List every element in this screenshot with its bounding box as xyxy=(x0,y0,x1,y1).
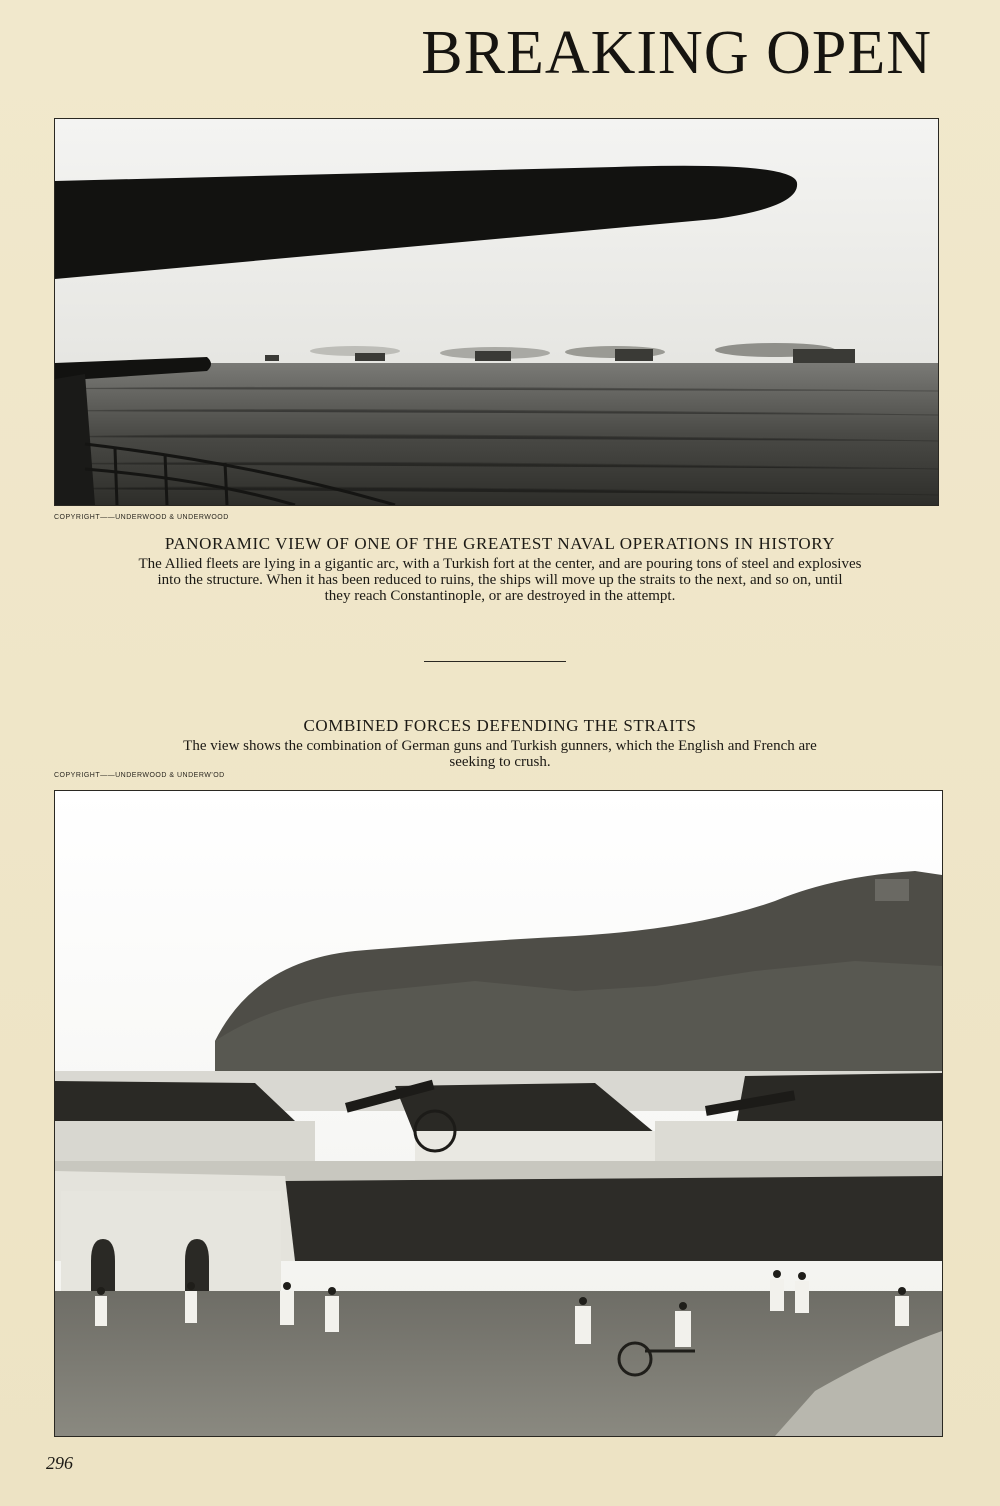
photo2-caption-title: COMBINED FORCES DEFENDING THE STRAITS xyxy=(303,716,697,735)
fortification-image xyxy=(55,791,942,1436)
photo1-credit: COPYRIGHT——UNDERWOOD & UNDERWOOD xyxy=(54,514,229,521)
photo1-caption-line-2: into the structure. When it has been reduced to ruins, the ships will move up the straits to the next, and so on, until xyxy=(157,572,843,588)
photo2-caption-line-1: The view shows the combination of German guns and Turkish gunners, which the English and French are xyxy=(183,738,817,754)
fortification-photo xyxy=(54,790,943,1437)
section-divider xyxy=(424,661,566,662)
page-number: 296 xyxy=(46,1453,73,1473)
photo1-caption-line-1: The Allied fleets are lying in a gigantic arc, with a Turkish fort at the center, and are pouring tons of steel and explosives xyxy=(138,556,862,572)
photo2-caption-line-2: seeking to crush. xyxy=(449,754,551,770)
page-headline: BREAKING OPEN xyxy=(421,19,932,87)
photo1-caption-title: PANORAMIC VIEW OF ONE OF THE GREATEST NAVAL OPERATIONS IN HISTORY xyxy=(164,534,836,553)
naval-panorama-image xyxy=(55,119,938,505)
photo2-credit: COPYRIGHT——UNDERWOOD & UNDERW'OD xyxy=(54,772,225,779)
naval-panorama-photo xyxy=(54,118,939,506)
photo1-caption-line-3: they reach Constantinople, or are destroyed in the attempt. xyxy=(324,588,676,604)
